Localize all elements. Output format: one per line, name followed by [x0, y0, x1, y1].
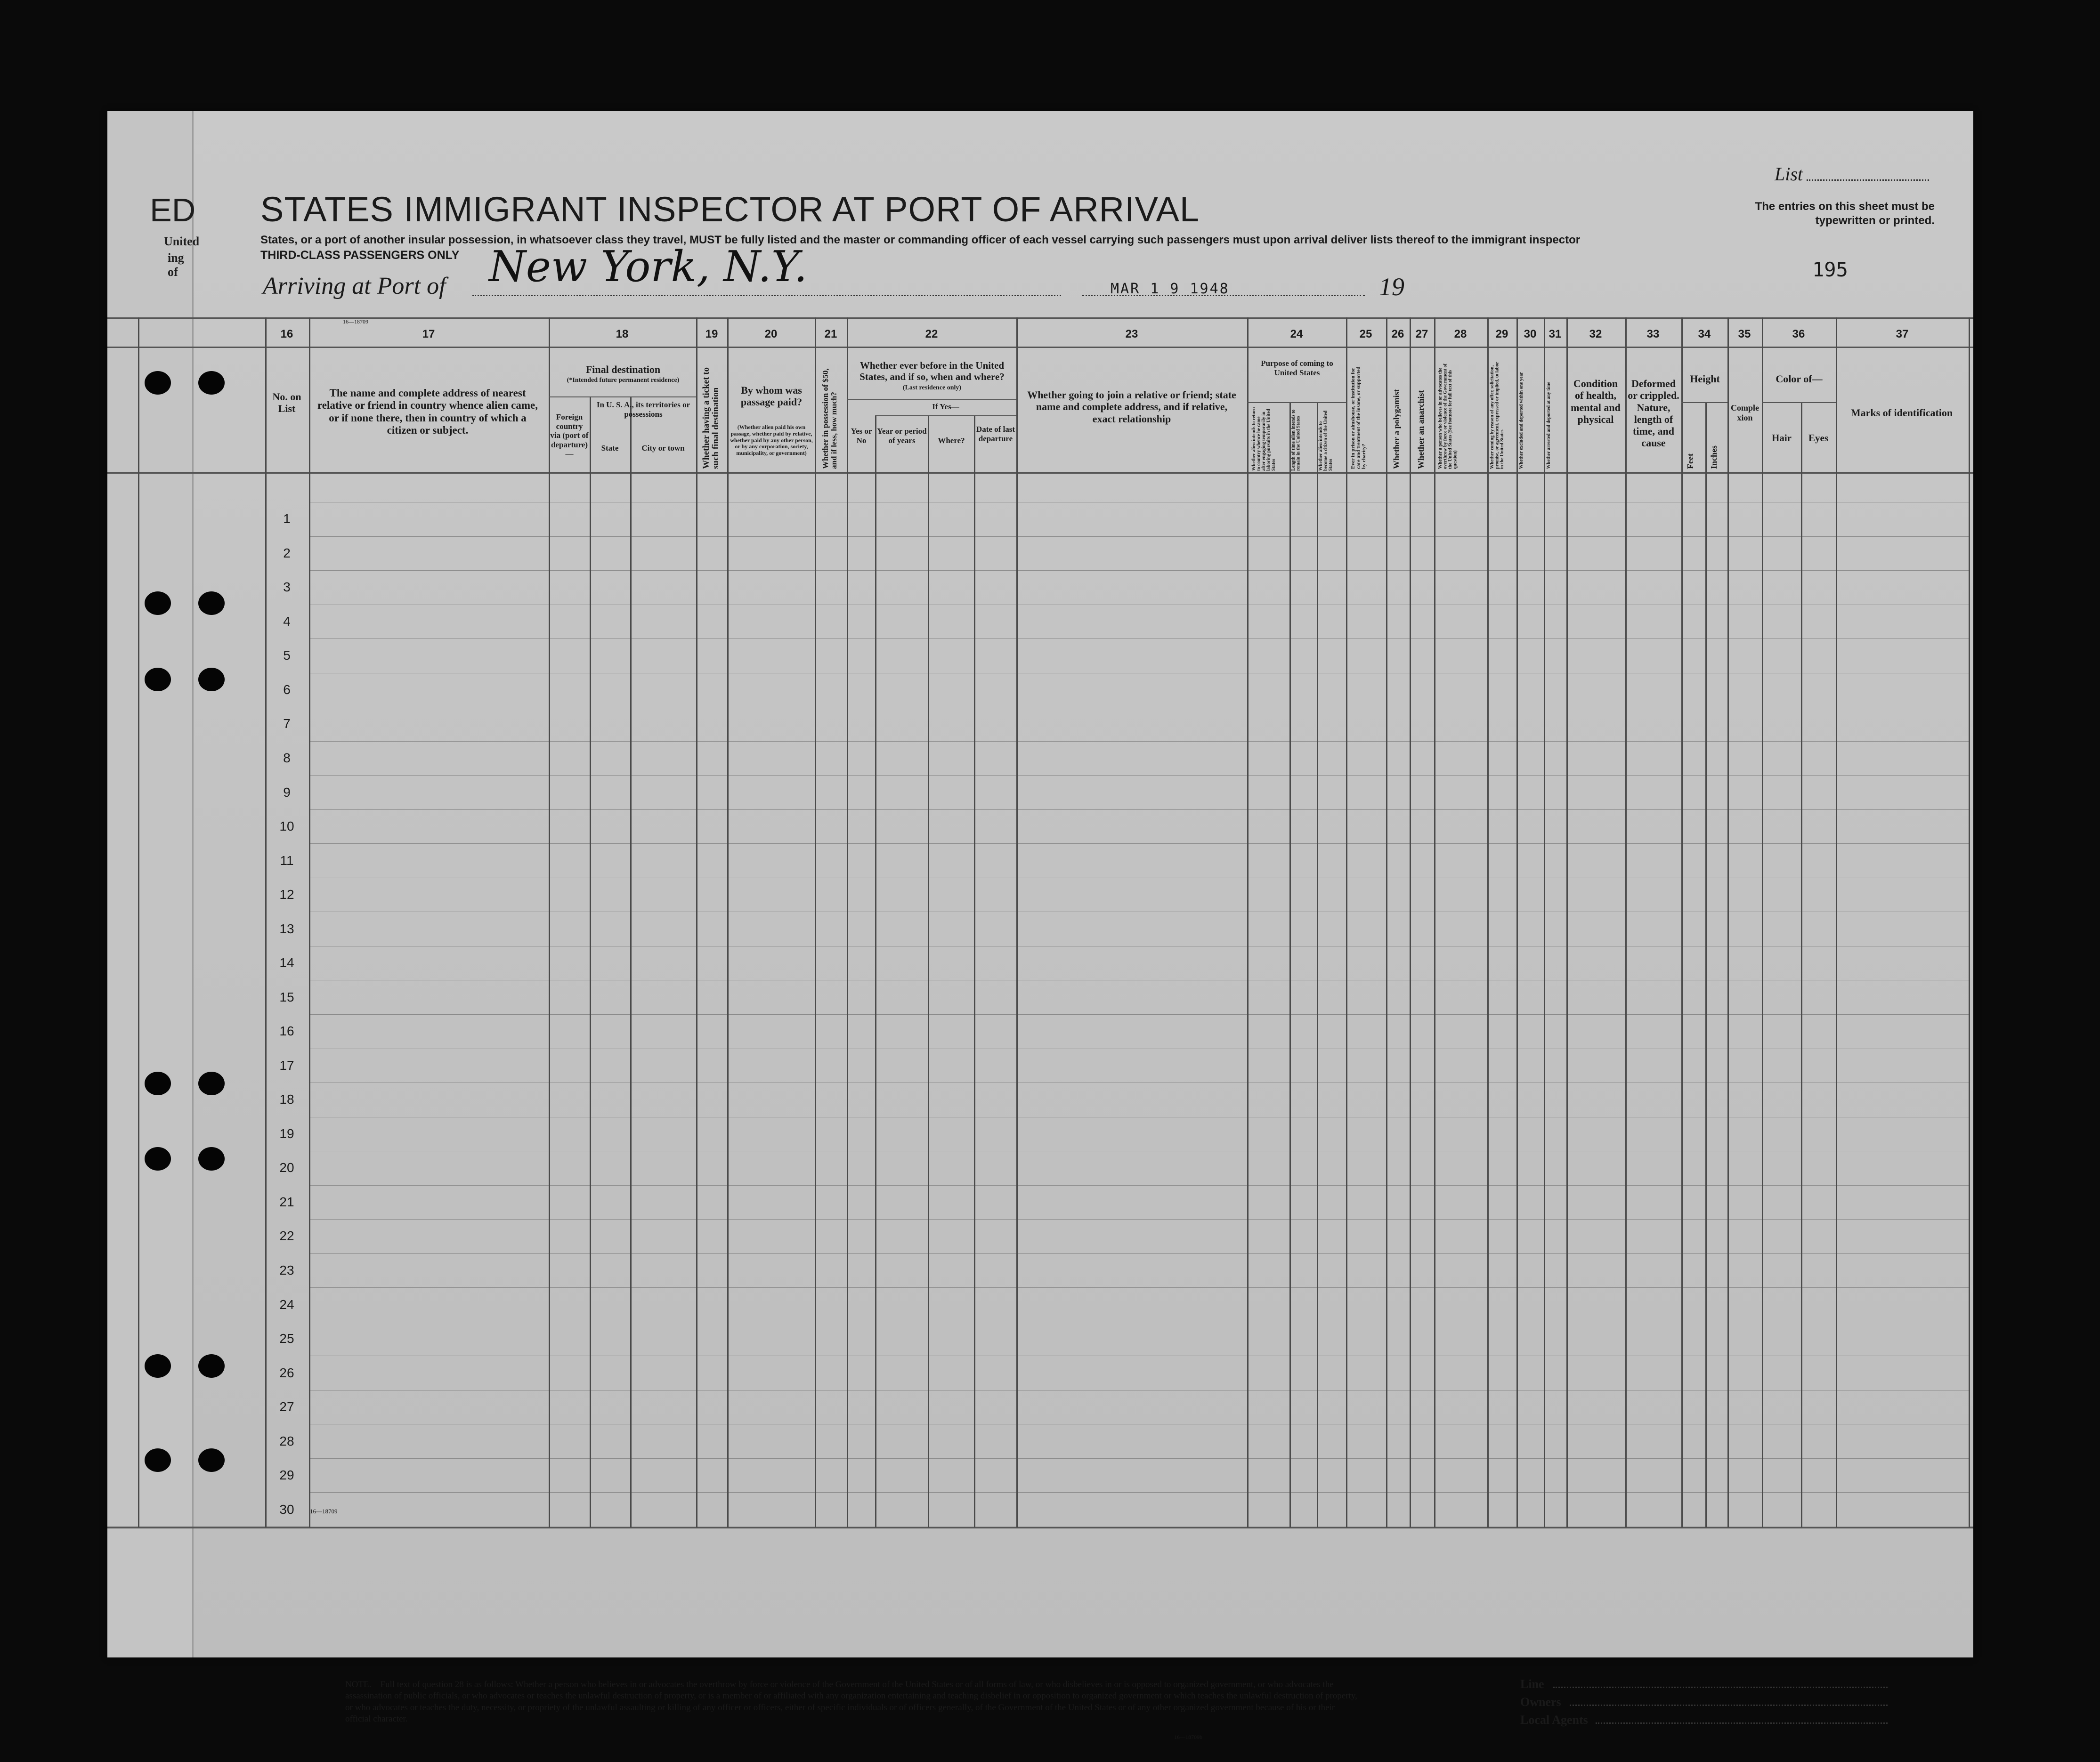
row-number: 11: [280, 853, 294, 868]
header-18: Final destination: [585, 364, 661, 375]
row-rule: [309, 570, 1969, 571]
row-rule: [309, 809, 1969, 810]
date-stamp: MAR 1 9 1948: [1111, 281, 1230, 297]
port-label: Arriving at Port of: [263, 273, 446, 299]
row-rule: [309, 775, 1969, 776]
header-25: Ever in prison or almshouse, or institution for care and treatment of the insane, or supported by charity?: [1350, 366, 1367, 469]
col-divider: [138, 317, 139, 1528]
punch-hole: [198, 371, 225, 395]
subrule-34: [1681, 402, 1727, 403]
header-31: Whether arrested and deported at any time: [1546, 381, 1551, 469]
row-rule: [309, 536, 1969, 537]
year-prefix: 19: [1379, 273, 1404, 301]
colnum-31: 31: [1549, 328, 1562, 340]
col-divider: [1410, 317, 1411, 1528]
row-number: 6: [283, 682, 291, 697]
row-number: 27: [279, 1399, 294, 1414]
stub-letters: ED: [150, 192, 196, 228]
row-number: 21: [279, 1195, 294, 1209]
footnote-code: 16—18709b: [1174, 1734, 1202, 1740]
header-35: Complexion: [1731, 403, 1759, 422]
header-18-sub: (*Intended future permanent residence): [567, 377, 680, 384]
colnum-27: 27: [1415, 328, 1428, 340]
col-divider: [1544, 317, 1545, 1528]
row-number: 17: [279, 1058, 294, 1073]
footer-owners-label: Owners: [1520, 1695, 1561, 1709]
punch-hole: [198, 1354, 225, 1378]
list-dotline: [1807, 179, 1929, 181]
col-divider: [1969, 317, 1970, 1528]
col-divider: [696, 317, 697, 1528]
header-21: Whether in possession of $50, and if less, how much?: [821, 368, 838, 469]
row-number: 29: [279, 1468, 294, 1482]
colnum-18: 18: [616, 328, 629, 340]
colnum-20: 20: [764, 328, 778, 340]
footer-line-label: Line: [1520, 1677, 1544, 1691]
row-rule: [309, 1458, 1969, 1459]
header-18-city: City or town: [641, 444, 685, 453]
subrule-36: [1762, 402, 1836, 403]
row-number: 14: [279, 955, 294, 970]
colnum-37: 37: [1896, 328, 1909, 340]
colnum-35: 35: [1738, 328, 1751, 340]
col-divider: [1705, 403, 1707, 1528]
col-divider: [1727, 317, 1729, 1528]
row-rule: [309, 1287, 1969, 1288]
row-number: 19: [279, 1126, 294, 1141]
header-16: No. on List: [272, 391, 301, 415]
row-number: 8: [283, 751, 291, 765]
colnum-22: 22: [925, 328, 938, 340]
row-number: 26: [279, 1366, 294, 1380]
form-code-bottom: 16—18709: [310, 1508, 338, 1515]
col-divider: [1836, 317, 1837, 1528]
row-number: 4: [283, 614, 291, 629]
col-divider: [265, 317, 267, 1528]
row-number: 22: [279, 1229, 294, 1243]
col-divider: [727, 317, 729, 1528]
colnum-16: 16: [280, 328, 293, 340]
footer-line-dotline: [1553, 1687, 1888, 1688]
punch-hole: [145, 1072, 171, 1095]
row-number: 24: [279, 1297, 294, 1312]
subrule-22a: [847, 399, 1016, 400]
punch-hole: [145, 371, 171, 395]
punch-hole: [198, 668, 225, 691]
header-34-inches: Inches: [1709, 445, 1719, 469]
header-29: Whether coming by reason of any offer, solicitation, promise, or agreement, expressed or implied, to labor in the United States: [1490, 362, 1505, 469]
colnum-34: 34: [1698, 328, 1711, 340]
row-number: 30: [279, 1502, 294, 1517]
form-code-top: 16—18709: [343, 318, 368, 325]
row-rule: [309, 1014, 1969, 1015]
header-26: Whether a polygamist: [1392, 389, 1401, 469]
row-number: 23: [279, 1263, 294, 1277]
table-header-bottom-rule: [107, 472, 1973, 474]
colnum-33: 33: [1646, 328, 1660, 340]
header-20-sub: (Whether alien paid his own passage, whether paid by relative, whether paid by any other person, or by any corporation, society, municipality, or government): [730, 424, 813, 457]
header-24-b: Length of time alien intends to remain in the United States: [1291, 409, 1301, 471]
col-divider: [309, 317, 310, 1528]
header-18-foreign: Foreign country via (port of departure)—: [550, 412, 589, 459]
punch-hole: [198, 1147, 225, 1171]
col-divider: [1346, 317, 1347, 1528]
header-34-feet: Feet: [1686, 453, 1695, 469]
header-27: Whether an anarchist: [1416, 390, 1426, 469]
header-22-sub: (Last residence only): [902, 384, 962, 391]
header-36-eyes: Eyes: [1808, 432, 1828, 444]
header-24-c: Whether alien intends to become a citizen of the United States: [1318, 410, 1333, 471]
punch-hole: [198, 1448, 225, 1472]
colnum-24: 24: [1290, 328, 1303, 340]
header-18-state: State: [601, 444, 619, 453]
col-divider: [1516, 317, 1518, 1528]
header-19: Whether having a ticket to such final destination: [701, 367, 721, 469]
col-divider: [847, 317, 848, 1528]
footer-owners-dotline: [1570, 1705, 1888, 1706]
form-title: STATES IMMIGRANT INSPECTOR AT PORT OF ARRIVAL: [260, 190, 1200, 229]
colnum-21: 21: [824, 328, 837, 340]
list-label: List: [1775, 163, 1803, 185]
row-number: 25: [279, 1331, 294, 1346]
row-number: 9: [283, 785, 291, 800]
punch-hole: [145, 591, 171, 615]
header-18-usa: In U. S. A., its territories or possessions: [596, 400, 690, 419]
row-number: 1: [283, 511, 291, 526]
manifest-sheet: [107, 111, 1973, 1740]
footnote: NOTE.—Full text of question 28 is as follows: Whether a person who believes in or advocates the overthrow by force or violence of the Government of the United States or of all forms of law, or who disbelieves in or is opposed to organized government, or who advocates the assassination of public officials, or who advocates or teaches the unlawful destruction of property, or is a member of or affiliated with any organization entertaining and teaching disbelief in or opposition to organized government or which teaches the unlawful destruction of property, or who advocates or teaches the duty, necessity, or propriety of the unlawful assaulting or killing of any officer or officers, either of specific individuals or of officers generally, of the Government of the United States or of any other organized government because of his or their official character.: [345, 1680, 1357, 1724]
col-divider: [1247, 317, 1249, 1528]
subrule-24: [1247, 402, 1346, 403]
row-number: 12: [279, 887, 294, 902]
header-23: Whether going to join a relative or friend; state name and complete address, and if relative, exact relationship: [1027, 389, 1236, 425]
col-divider: [815, 317, 816, 1528]
header-22-ifyes: If Yes—: [932, 402, 959, 411]
header-17: The name and complete address of nearest relative or friend in country whence alien came, or if none there, then in country of which a citizen or subject.: [317, 387, 538, 436]
row-rule: [309, 1185, 1969, 1186]
row-rule: [309, 741, 1969, 742]
row-number: 2: [283, 546, 291, 560]
col-divider: [1434, 317, 1435, 1528]
row-number: 20: [279, 1160, 294, 1175]
col-divider: [1801, 403, 1802, 1528]
col-divider: [974, 416, 975, 1528]
colnum-28: 28: [1454, 328, 1467, 340]
class-line: THIRD-CLASS PASSENGERS ONLY: [260, 249, 460, 262]
col-divider: [1566, 317, 1568, 1528]
row-number: 16: [279, 1024, 294, 1038]
punch-hole: [145, 1147, 171, 1171]
row-number: 18: [279, 1092, 294, 1107]
col-divider: [1289, 403, 1291, 1528]
colnum-17: 17: [422, 328, 435, 340]
port-handwritten: New York, N.Y.: [489, 242, 808, 291]
row-number: 7: [283, 716, 291, 731]
row-rule: [309, 1219, 1969, 1220]
header-24-a: Whether alien intends to return to country whence he came after engaging temporarily in laboring pursuits in the United States: [1251, 407, 1276, 471]
table-top-rule: [107, 317, 1973, 319]
header-22-year: Year or period of years: [877, 427, 927, 445]
punch-hole: [145, 1448, 171, 1472]
stub-line-2: ing of: [168, 251, 184, 279]
table-subheader-rule: [107, 347, 1973, 348]
colnum-19: 19: [705, 328, 718, 340]
row-rule: [309, 843, 1969, 844]
col-divider: [549, 317, 550, 1528]
header-34: Height: [1690, 373, 1720, 385]
footer-agents-label: Local Agents: [1520, 1713, 1588, 1727]
header-32: Condition of health, mental and physical: [1571, 378, 1621, 425]
colnum-25: 25: [1359, 328, 1372, 340]
col-divider: [1762, 317, 1763, 1528]
footer-agents-dotline: [1596, 1722, 1888, 1724]
row-number: 15: [279, 990, 294, 1004]
header-22-yesno: Yes or No: [851, 427, 872, 445]
header-24: Purpose of coming to United States: [1261, 359, 1333, 377]
colnum-29: 29: [1495, 328, 1508, 340]
punch-hole: [145, 668, 171, 691]
row-number: 5: [283, 648, 291, 663]
header-36: Color of—: [1776, 373, 1823, 385]
header-22-where: Where?: [938, 436, 965, 445]
row-rule: [309, 1253, 1969, 1254]
col-divider: [1681, 317, 1683, 1528]
left-stub: [107, 111, 200, 1657]
colnum-30: 30: [1524, 328, 1537, 340]
header-22-date: Date of last departure: [976, 425, 1015, 443]
col-divider: [928, 416, 929, 1528]
header-37: Marks of identification: [1850, 407, 1953, 419]
stub-line-1: United: [164, 234, 200, 248]
punch-hole: [145, 1354, 171, 1378]
header-30: Whether excluded and deported within one year: [1519, 372, 1524, 469]
row-rule: [309, 1492, 1969, 1493]
col-divider: [1625, 317, 1627, 1528]
row-number: 13: [279, 921, 294, 936]
colnum-26: 26: [1391, 328, 1404, 340]
header-33: Deformed or crippled. Nature, length of time, and cause: [1628, 378, 1679, 449]
row-number: 10: [279, 819, 294, 833]
header-22: Whether ever before in the United States, and if so, when and where?: [859, 360, 1005, 383]
row-number: 3: [283, 580, 291, 594]
punch-hole: [198, 591, 225, 615]
page-number: 195: [1812, 258, 1848, 281]
colnum-36: 36: [1792, 328, 1805, 340]
port-dotline: [472, 295, 1061, 296]
row-number: 28: [279, 1434, 294, 1448]
subrule-22b: [875, 415, 1016, 416]
col-divider: [1317, 403, 1318, 1528]
entries-note: The entries on this sheet must be typewritten or printed.: [1755, 200, 1935, 227]
punch-hole: [198, 1072, 225, 1095]
colnum-32: 32: [1589, 328, 1602, 340]
header-36-hair: Hair: [1772, 432, 1792, 444]
colnum-23: 23: [1125, 328, 1138, 340]
col-divider: [875, 416, 876, 1528]
subrule-18: [549, 396, 696, 397]
form-subtitle: States, or a port of another insular possession, in whatsoever class they travel, MUST be fully listed and the master or commanding officer of each vessel carrying such passengers must upon arrival deliver lists thereof to the immigrant inspector: [260, 234, 1581, 246]
col-divider: [1016, 317, 1018, 1528]
col-divider: [590, 397, 591, 1528]
col-divider: [630, 397, 632, 1528]
header-20: By whom was passage paid?: [740, 384, 803, 408]
header-28: Whether a person who believes in or advocates the overthrow by force or violence of the Government of the United States (See footnote for full text of this question): [1438, 364, 1458, 469]
col-divider: [1386, 317, 1387, 1528]
col-divider: [1487, 317, 1489, 1528]
